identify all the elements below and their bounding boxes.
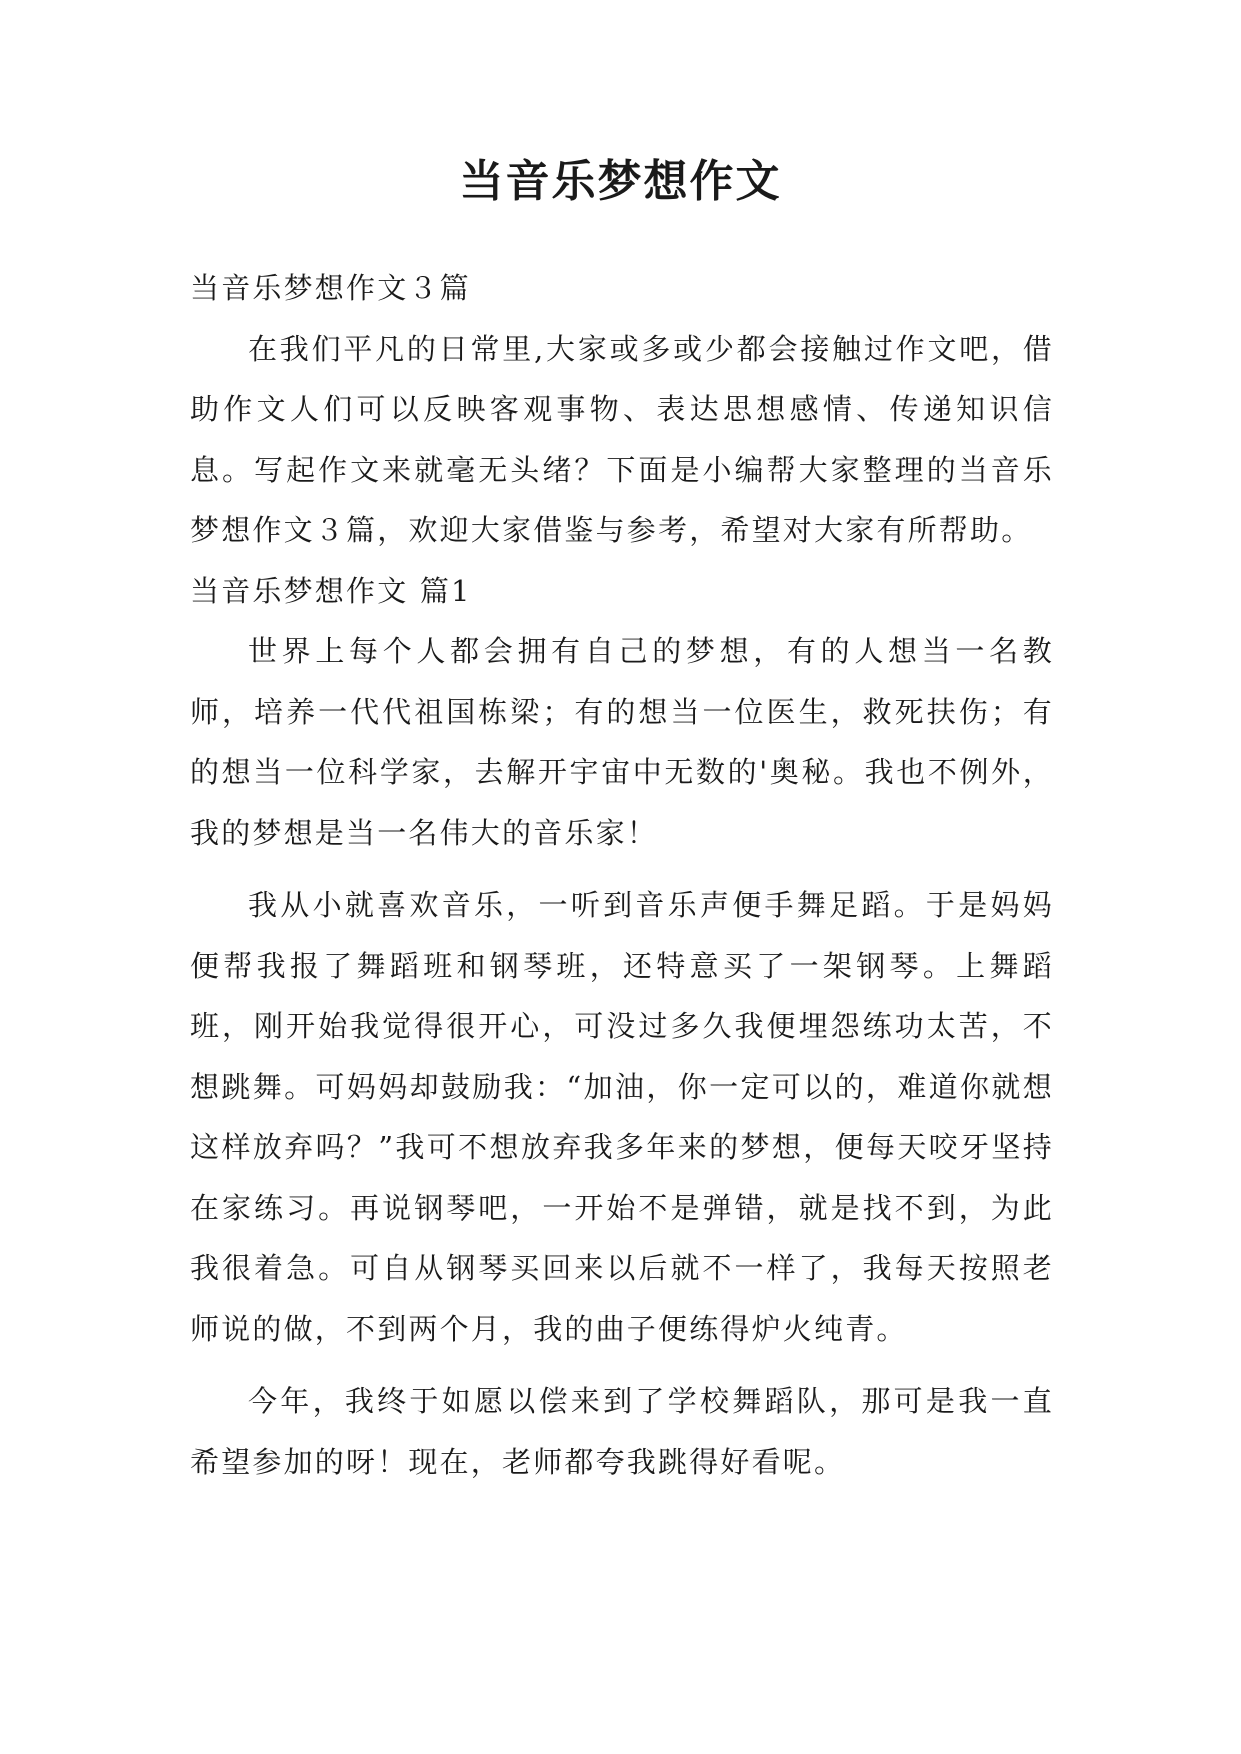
document-title: 当音乐梦想作文 (459, 156, 782, 207)
body-paragraph: 今年，我终于如愿以偿来到了学校舞蹈队，那可是我一直希望参加的呀！现在，老师都夸我跳得好看呢。 (190, 1384, 1054, 1479)
document-body (190, 258, 1054, 1492)
body-paragraph: 我从小就喜欢音乐，一听到音乐声便手舞足蹈。于是妈妈便帮我报了舞蹈班和钢琴班，还特意买了一架钢琴。上舞蹈班，刚开始我觉得很开心，可没过多久我便埋怨练功太苦，不想跳舞。可妈妈却鼓励我：“加油，你一定可以的，难道你就想这样放弃吗？”我可不想放弃我多年来的梦想，便每天咬牙坚持在家练习。再说钢琴吧，一开始不是弹错，就是找不到，为此我很着急。可自从钢琴买回来以后就不一样了，我每天按照老师说的做，不到两个月，我的曲子便练得炉火纯青。 (190, 888, 1054, 1346)
intro-paragraph: 在我们平凡的日常里,大家或多或少都会接触过作文吧，借助作文人们可以反映客观事物、表达思想感情、传递知识信息。写起作文来就毫无头绪？下面是小编帮大家整理的当音乐梦想作文３篇，欢迎大家借鉴与参考，希望对大家有所帮助。 (190, 331, 1054, 547)
section-heading: 当音乐梦想作文 篇1 (190, 573, 472, 608)
collection-heading: 当音乐梦想作文３篇 (190, 271, 471, 305)
body-paragraph: 世界上每个人都会拥有自己的梦想，有的人想当一名教师，培养一代代祖国栋梁；有的想当一位医生，救死扶伤；有的想当一位科学家，去解开宇宙中无数的'奥秘。我也不例外，我的梦想是当一名伟大的音乐家！ (190, 634, 1054, 850)
